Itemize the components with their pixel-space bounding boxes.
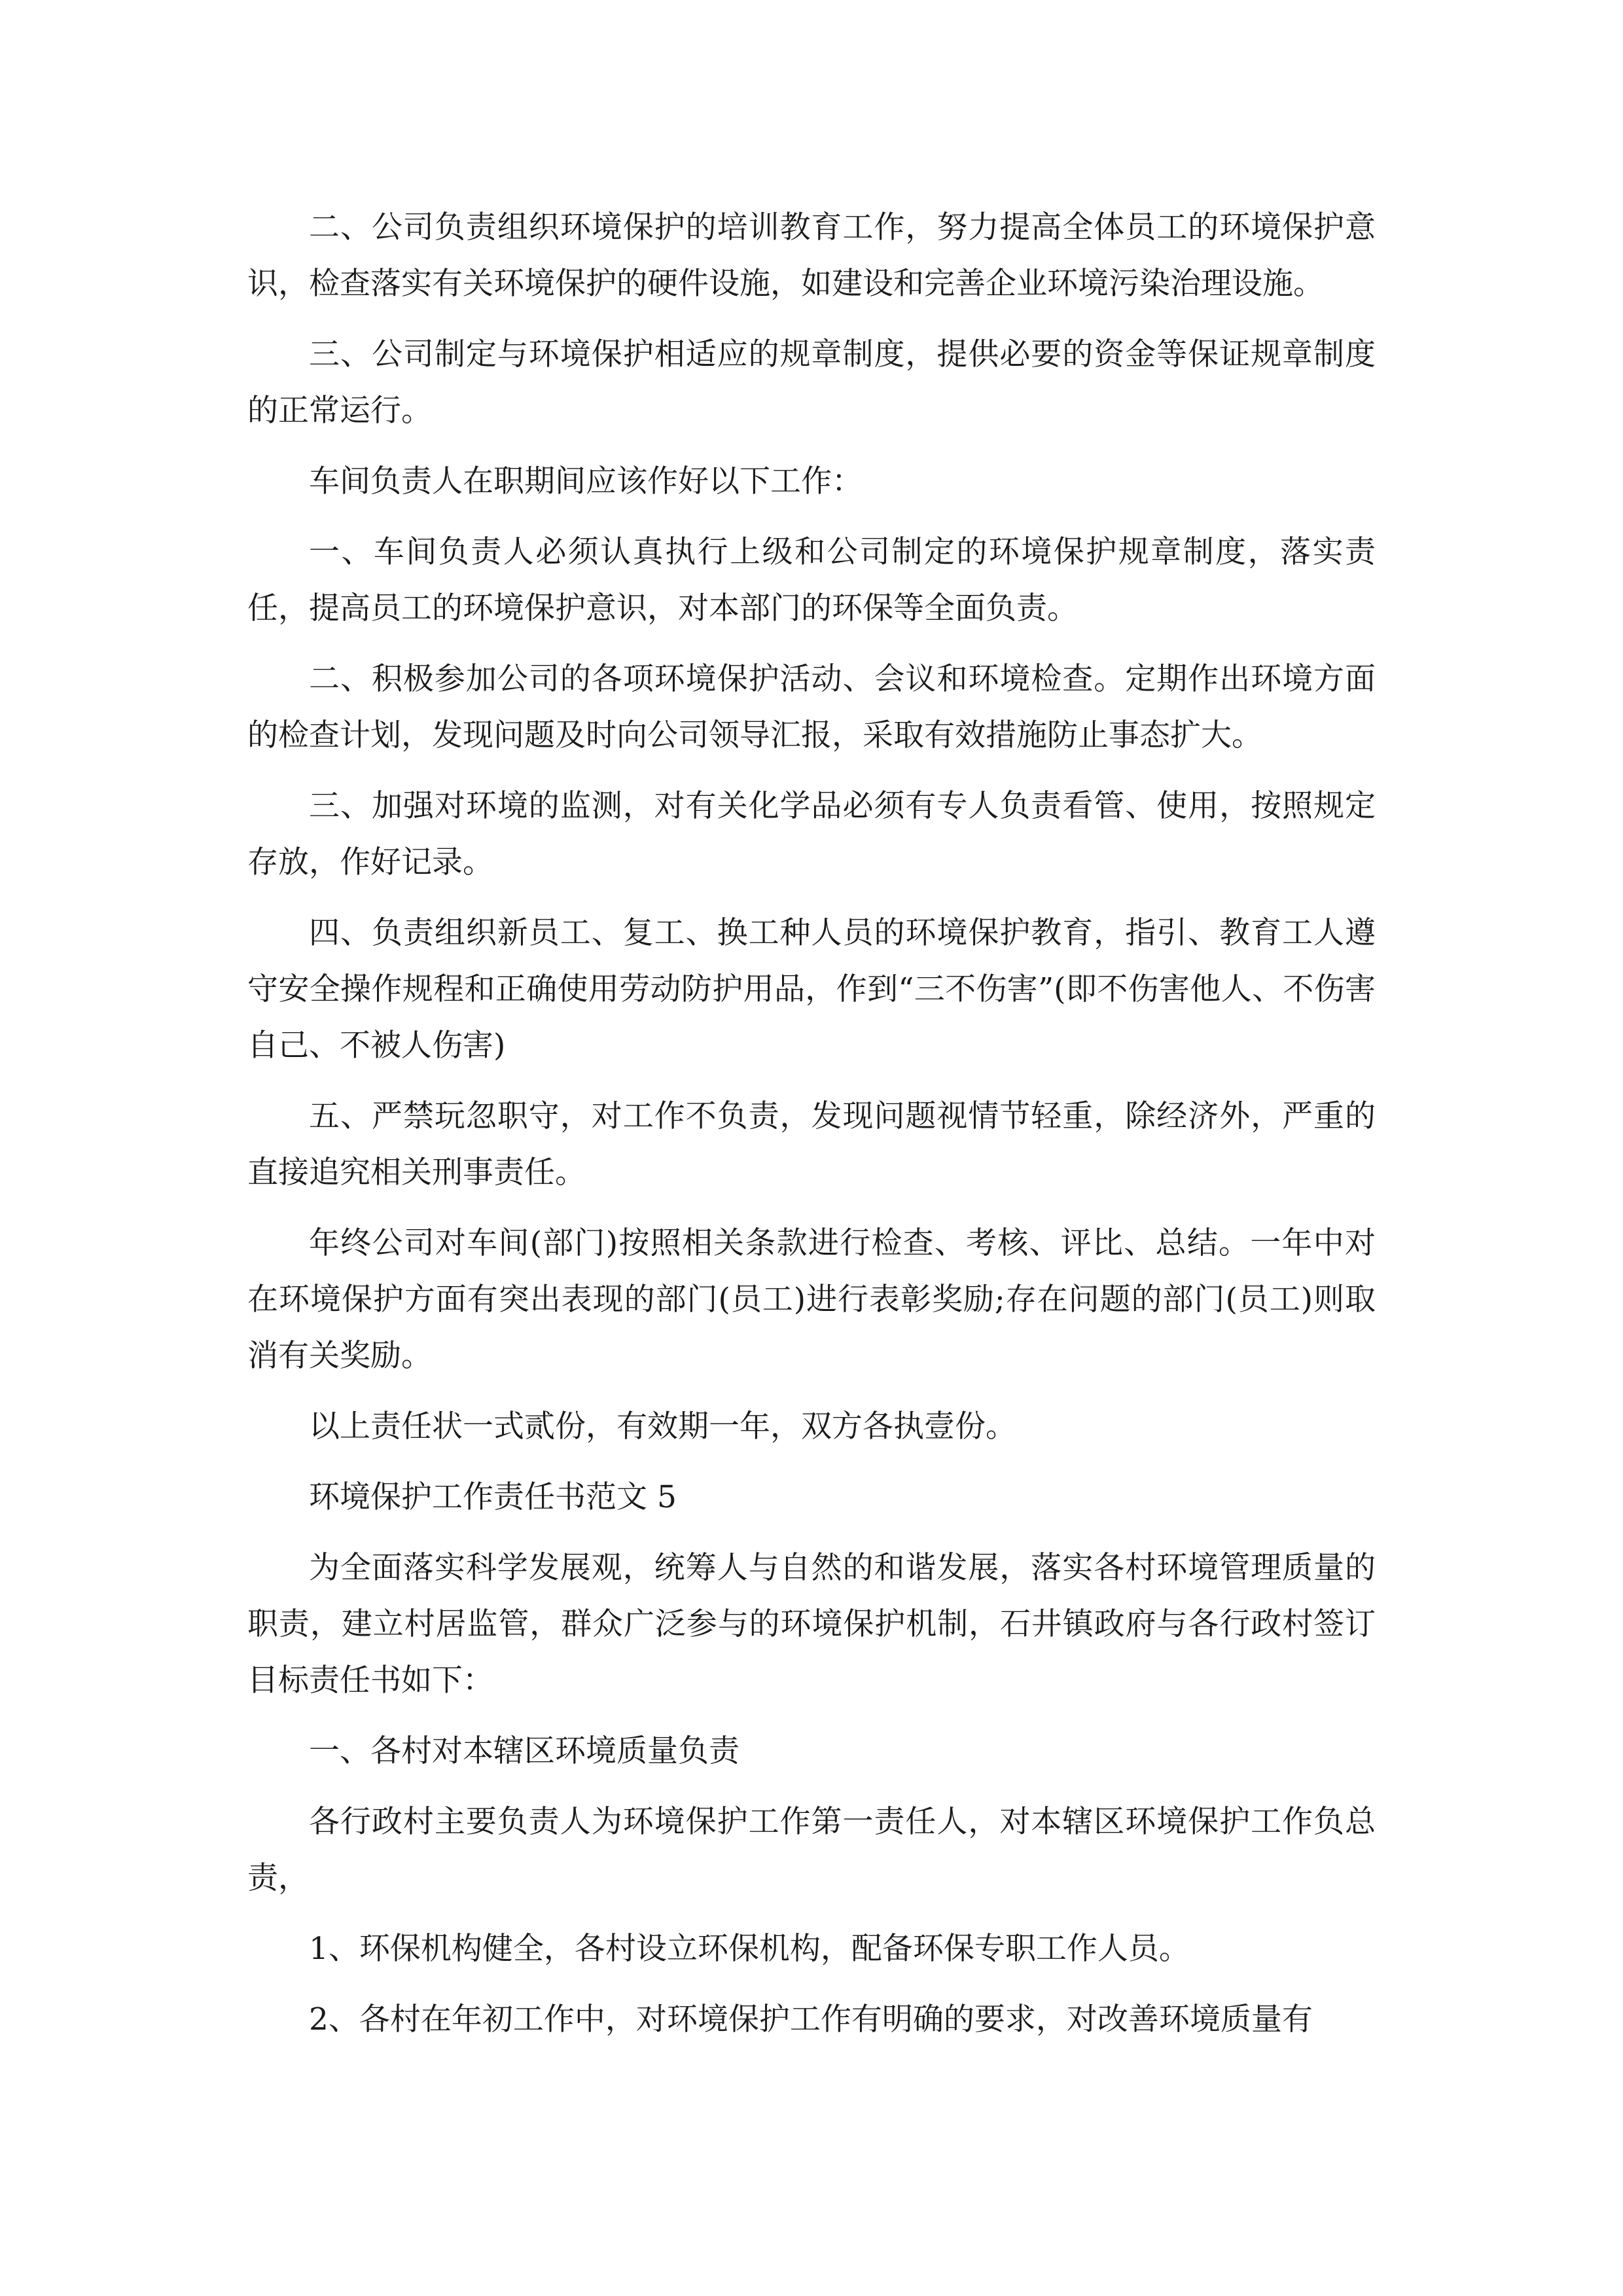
paragraph: 以上责任状一式贰份，有效期一年，双方各执壹份。: [309, 1408, 1016, 1444]
paragraph: 车间负责人在职期间应该作好以下工作：: [309, 463, 863, 499]
paragraph: 年终公司对车间(部门)按照相关条款进行检查、考核、评比、总结。一年中对在环境保护方面有突出表现的部门(员工)进行表彰奖励;存在问题的部门(员工)则取消有关奖励。: [247, 1225, 1376, 1374]
paragraph: 一、各村对本辖区环境质量负责: [309, 1733, 740, 1769]
paragraph: 为全面落实科学发展观，统筹人与自然的和谐发展，落实各村环境管理质量的职责，建立村居监管，群众广泛参与的环境保护机制，石井镇政府与各行政村签订目标责任书如下：: [247, 1550, 1376, 1698]
paragraph: 2、各村在年初工作中，对环境保护工作有明确的要求，对改善环境质量有: [309, 2001, 1313, 2037]
document-body: [247, 200, 1376, 2062]
paragraph: 四、负责组织新员工、复工、换工种人员的环境保护教育，指引、教育工人遵守安全操作规程和正确使用劳动防护用品，作到“三不伤害”(即不伤害他人、不伤害自己、不被人伤害): [247, 915, 1376, 1064]
paragraph: 三、公司制定与环境保护相适应的规章制度，提供必要的资金等保证规章制度的正常运行。: [247, 336, 1376, 429]
paragraph: 1、环保机构健全，各村设立环保机构，配备环保专职工作人员。: [309, 1931, 1190, 1967]
paragraph: 五、严禁玩忽职守，对工作不负责，发现问题视情节轻重，除经济外，严重的直接追究相关刑事责任。: [247, 1098, 1376, 1191]
paragraph: 一、车间负责人必须认真执行上级和公司制定的环境保护规章制度，落实责任，提高员工的环境保护意识，对本部门的环保等全面负责。: [247, 534, 1376, 626]
paragraph: 二、积极参加公司的各项环境保护活动、会议和环境检查。定期作出环境方面的检查计划，发现问题及时向公司领导汇报，采取有效措施防止事态扩大。: [247, 661, 1376, 753]
paragraph: 三、加强对环境的监测，对有关化学品必须有专人负责看管、使用，按照规定存放，作好记录。: [247, 788, 1376, 880]
paragraph: 二、公司负责组织环境保护的培训教育工作，努力提高全体员工的环境保护意识，检查落实有关环境保护的硬件设施，如建设和完善企业环境污染治理设施。: [247, 209, 1376, 302]
section-heading: 环境保护工作责任书范文 5: [309, 1479, 677, 1515]
paragraph: 各行政村主要负责人为环境保护工作第一责任人，对本辖区环境保护工作负总责，: [247, 1804, 1376, 1896]
